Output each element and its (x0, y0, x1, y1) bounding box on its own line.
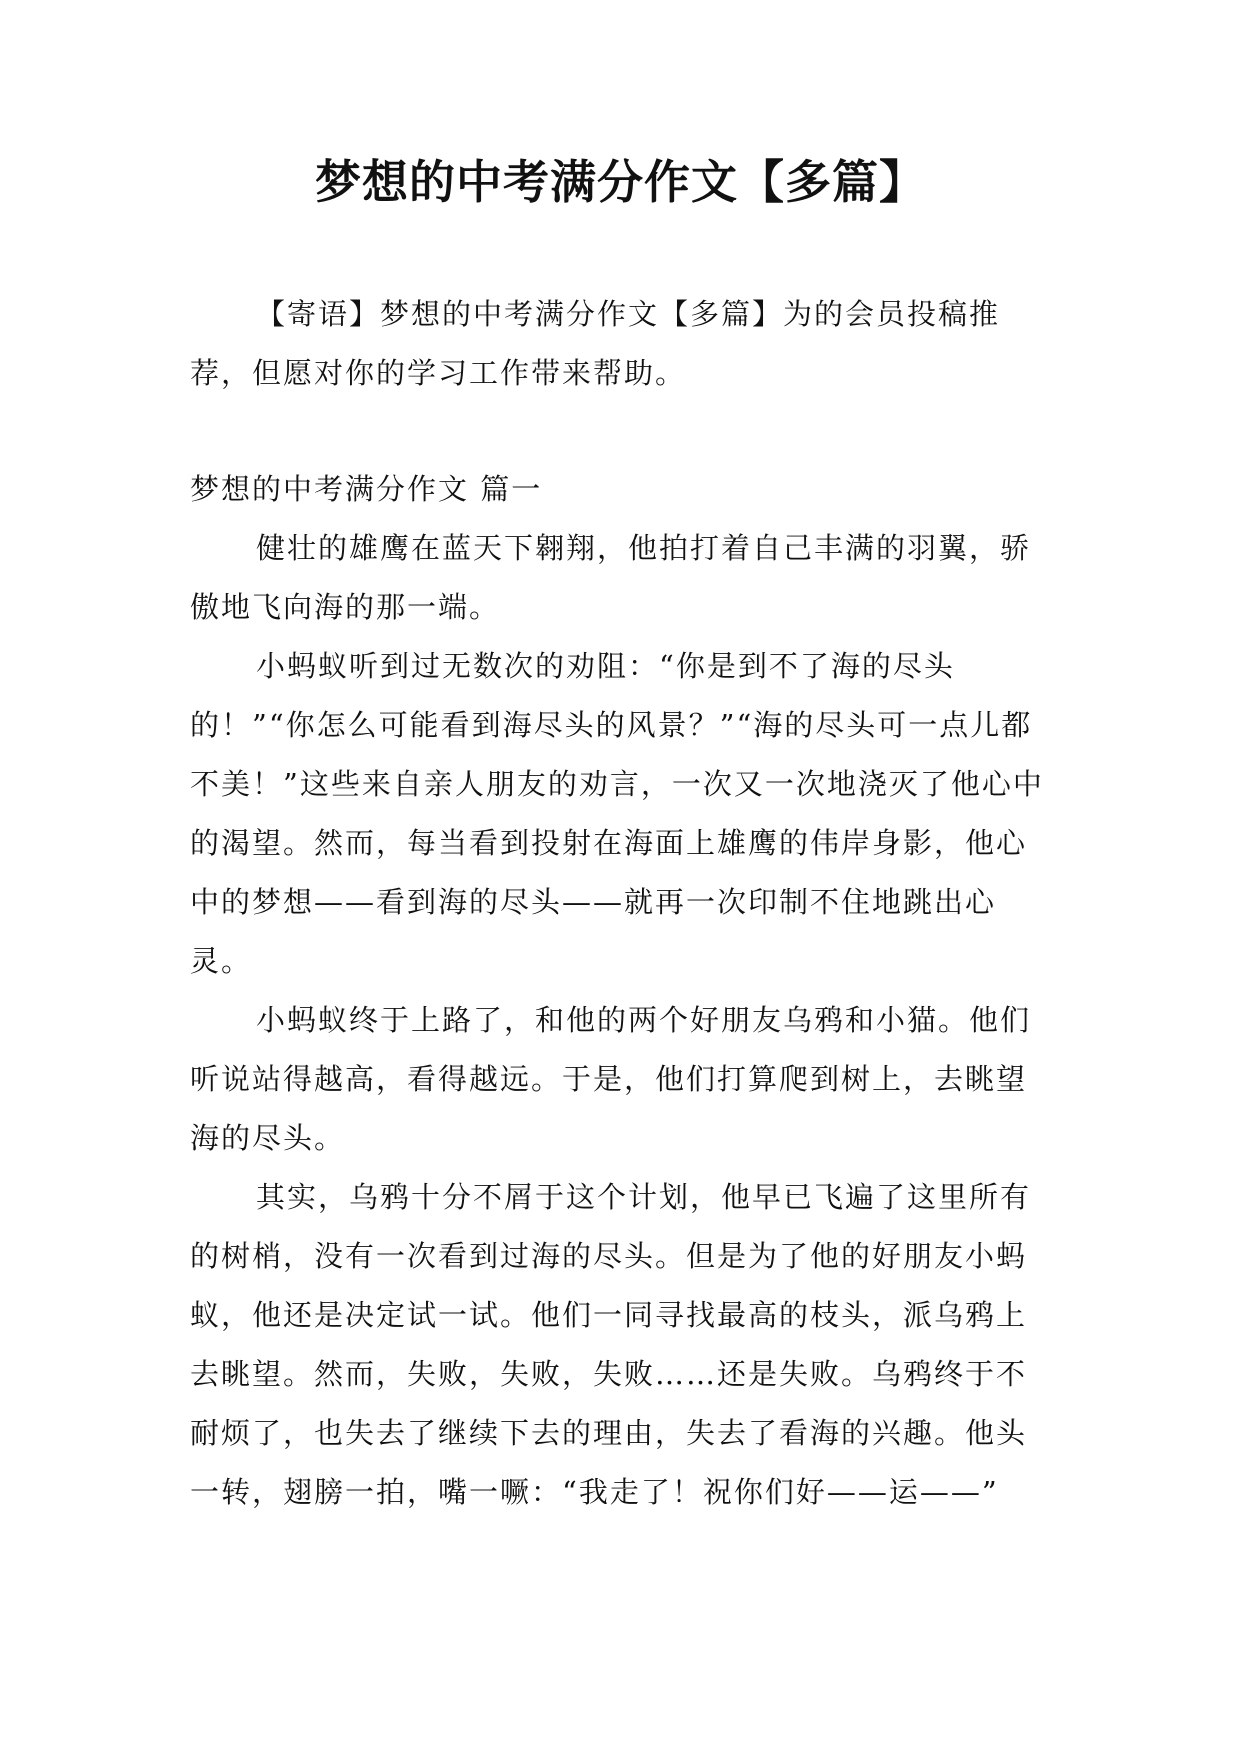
section-heading: 梦想的中考满分作文 篇一 (190, 472, 543, 506)
body-paragraph: 健壮的雄鹰在蓝天下翱翔，他拍打着自己丰满的羽翼，骄傲地飞向海的那一端。 (190, 531, 1032, 624)
intro-section (190, 285, 1050, 403)
body-paragraph: 小蚂蚁听到过无数次的劝阻：“你是到不了海的尽头的！”“你怎么可能看到海尽头的风景？”“海的尽头可一点儿都不美！”这些来自亲人朋友的劝言，一次又一次地浇灭了他心中的渴望。然而，每当看到投射在海面上雄鹰的伟岸身影，他心中的梦想——看到海的尽头——就再一次印制不住地跳出心灵。 (190, 649, 1044, 978)
document-title: 梦想的中考满分作文【多篇】 (315, 155, 926, 209)
body-paragraph: 小蚂蚁终于上路了，和他的两个好朋友乌鸦和小猫。他们听说站得越高，看得越远。于是，他们打算爬到树上，去眺望海的尽头。 (190, 1003, 1032, 1155)
body-paragraph: 其实，乌鸦十分不屑于这个计划，他早已飞遍了这里所有的树梢，没有一次看到过海的尽头。但是为了他的好朋友小蚂蚁，他还是决定试一试。他们一同寻找最高的枝头，派乌鸦上去眺望。然而，失败，失败，失败……还是失败。乌鸦终于不耐烦了，也失去了继续下去的理由，失去了看海的兴趣。他头一转，翅膀一拍，嘴一噘：“我走了！祝你们好——运——” (190, 1180, 1032, 1509)
intro-paragraph: 【寄语】梦想的中考满分作文【多篇】为的会员投稿推荐，但愿对你的学习工作带来帮助。 (190, 297, 1001, 390)
article-section (190, 460, 1050, 1522)
